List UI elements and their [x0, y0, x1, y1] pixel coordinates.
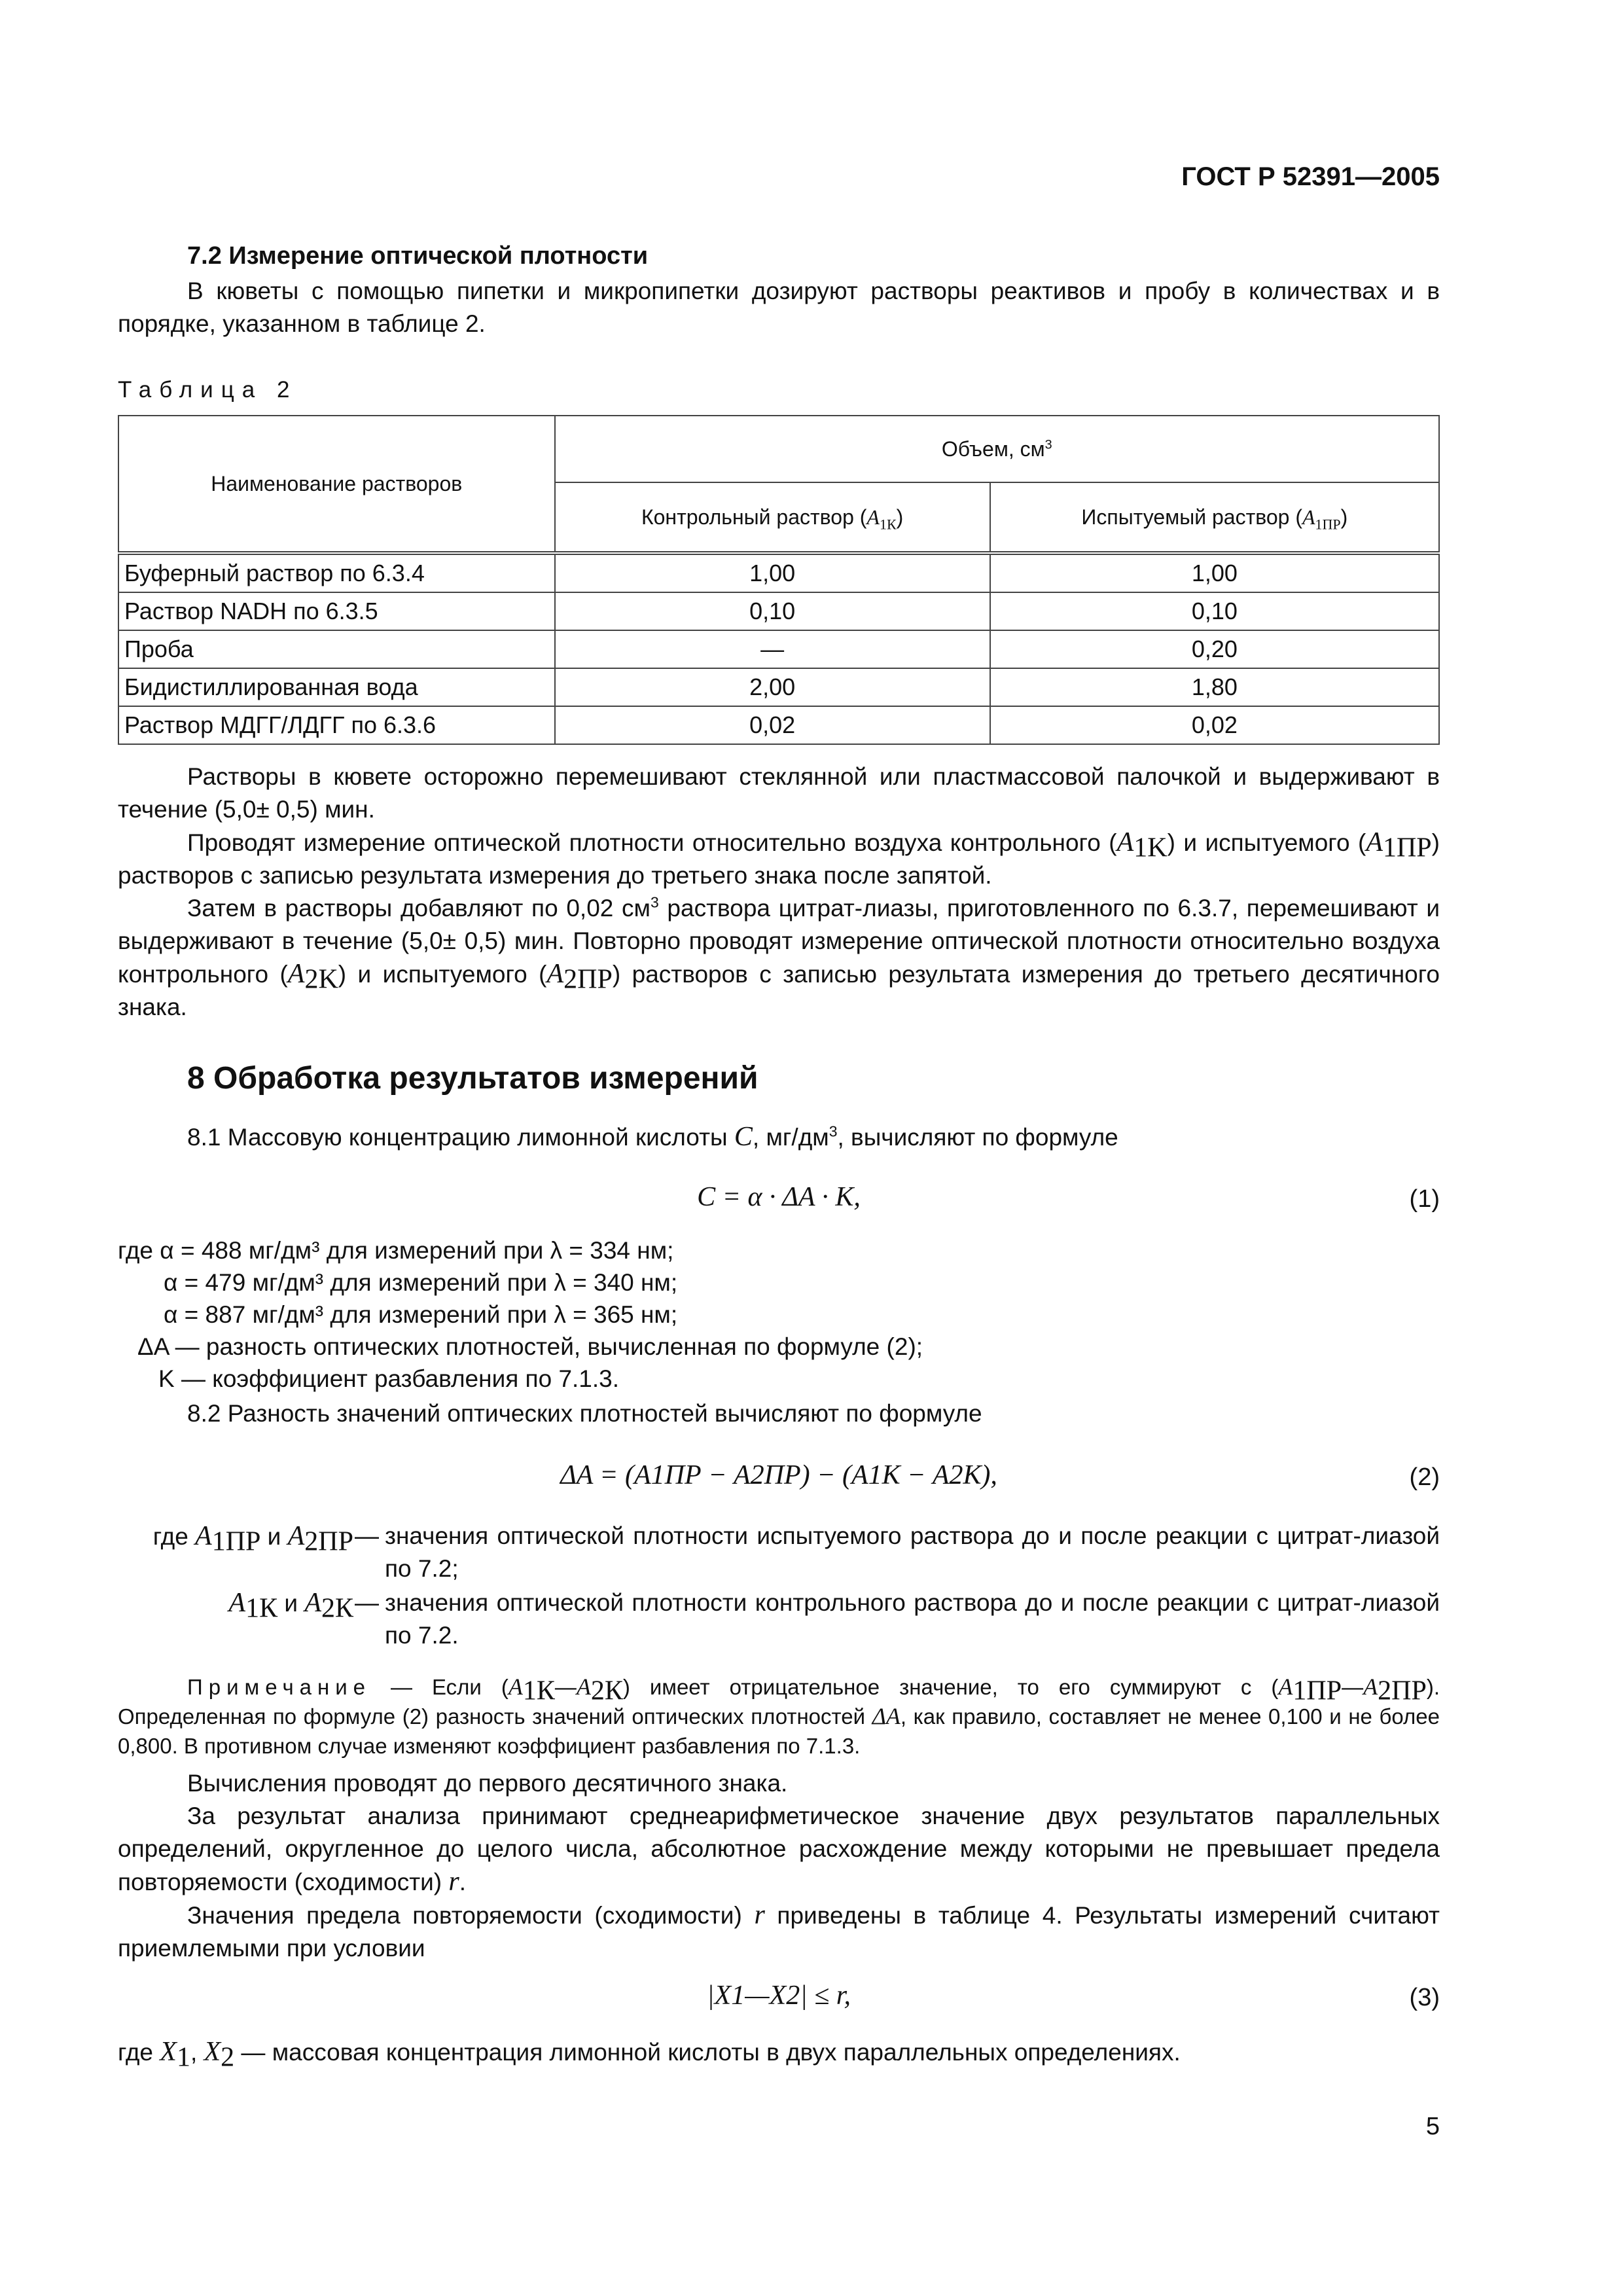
- col-header-control: Контрольный раствор $(A_{1К})$: [555, 482, 990, 553]
- table-row: Буферный раствор по 6.3.4 1,00 1,00: [118, 553, 1439, 592]
- paragraph-limit: Значения предела повторяемости (сходимости) r приведены в таблице 4. Результаты измерений считают приемлемыми при условии: [118, 1900, 1440, 1962]
- formula-1-number: (1): [1409, 1185, 1440, 1213]
- formula-2-expression: ΔA = (A1ПР − A2ПР) − (A1К − A2К),: [560, 1460, 997, 1490]
- paragraph-measure-1: Проводят измерение оптической плотности относительно воздуха контрольного $(A_{1K})$ и испытуемого $(A_{1ПР})$ растворов с записью результата измерения до третьего знака после запятой.: [118, 827, 1440, 889]
- table-row: Бидистиллированная вода 2,00 1,80: [118, 668, 1439, 706]
- table-row: Раствор МДГГ/ЛДГГ по 6.3.6 0,02 0,02: [118, 706, 1439, 744]
- formula-3-expression: |X1—X2| ≤ r,: [707, 1981, 851, 2011]
- table-row: Раствор NADH по 6.3.5 0,10 0,10: [118, 592, 1439, 630]
- results-text: [118, 1767, 1440, 1965]
- after-table-text: [118, 761, 1440, 1024]
- table-caption: Таблица 2: [118, 377, 298, 403]
- formula-3-number: (3): [1409, 1984, 1440, 2011]
- definition-2: $A_{1К}$ и $A_{2К}$ — значения оптической плотности контрольного раствора до и после реакции с цитрат-лиазой по 7.2.: [228, 1588, 1440, 1649]
- page-number: 5: [1425, 2113, 1440, 2140]
- table-row: Проба — 0,20: [118, 630, 1439, 668]
- formula-2: [118, 1460, 1440, 1499]
- section-7-2-title: 7.2 Измерение оптической плотности: [187, 242, 649, 270]
- section-7-2-intro: В кюветы с помощью пипетки и микропипетки дозируют растворы реактивов и пробу в количествах и в порядке, указанном в таблице 2.: [118, 278, 1440, 337]
- section-8-title: 8 Обработка результатов измерений: [187, 1061, 758, 1096]
- formula-3-legend: где $X_1$, $X_2$ — массовая концентрация лимонной кислоты в двух параллельных определениях.: [118, 2037, 1181, 2073]
- paragraph-result: За результат анализа принимают среднеарифметическое значение двух результатов параллельных определений, округленное до целого числа, абсолютное расхождение между которыми не превышает предела повторяемости (сходимости) r.: [118, 1803, 1440, 1897]
- formula-1-legend: где α = 488 мг/дм³ для измерений при λ = 334 нм; α = 479 мг/дм³ для измерений при λ = 340 нм; α = 887 мг/дм³ для измерений при λ = 365 нм; ΔA — разность оптических плотностей, вычисленная по формуле (2); K — коэффициент разбавления по 7.1.3.: [118, 1237, 923, 1392]
- note: Примечание — Если $(A_{1К}—A_{2К})$ имеет отрицательное значение, то его суммируют с $(A_{1ПР}—A_{2ПР})$. Определенная по формуле (2) разность значений оптических плотностей ΔA, как правило, составляет не менее 0,100 и не более 0,800. В противном случае изменяют коэффициент разбавления по 7.1.3.: [118, 1674, 1440, 1758]
- definition-1: где $A_{1ПР}$ и $A_{2ПР}$ — значения оптической плотности испытуемого раствора до и после реакции с цитрат-лиазой по 7.2;: [152, 1521, 1440, 1582]
- col-header-volume: Объем, $см^3$: [555, 416, 1439, 482]
- formula-1-expression: C = α · ΔA · K,: [697, 1182, 861, 1212]
- formula-2-number: (2): [1409, 1463, 1440, 1491]
- table-2: [118, 415, 1440, 745]
- formula-3: [118, 1980, 1440, 2019]
- paragraph-8-1: 8.1 Массовую концентрацию лимонной кислоты C, $мг/дм^3$, вычисляют по формуле: [187, 1122, 1118, 1152]
- formula-1: [118, 1181, 1440, 1221]
- document-header: ГОСТ Р 52391—2005: [1181, 162, 1440, 191]
- col-header-test: Испытуемый раствор $(A_{1ПР})$: [990, 482, 1439, 553]
- paragraph-8-2: 8.2 Разность значений оптических плотностей вычисляют по формуле: [187, 1400, 982, 1427]
- paragraph-calc: Вычисления проводят до первого десятичного знака.: [187, 1770, 788, 1797]
- col-header-name: Наименование растворов: [118, 416, 555, 553]
- paragraph-mixing: Растворы в кювете осторожно перемешивают стеклянной или пластмассовой палочкой и выдерживают в течение (5,0± 0,5) мин.: [118, 763, 1440, 823]
- paragraph-measure-2: Затем в растворы добавляют по 0,02 $см^3$ раствора цитрат-лиазы, приготовленного по 6.3.7, перемешивают и выдерживают в течение (5,0± 0,5) мин. Повторно проводят измерение оптической плотности относительно воздуха контрольного $(A_{2K})$ и испытуемого $(A_{2ПР})$ растворов с записью результата измерения до третьего десятичного знака.: [118, 893, 1440, 1020]
